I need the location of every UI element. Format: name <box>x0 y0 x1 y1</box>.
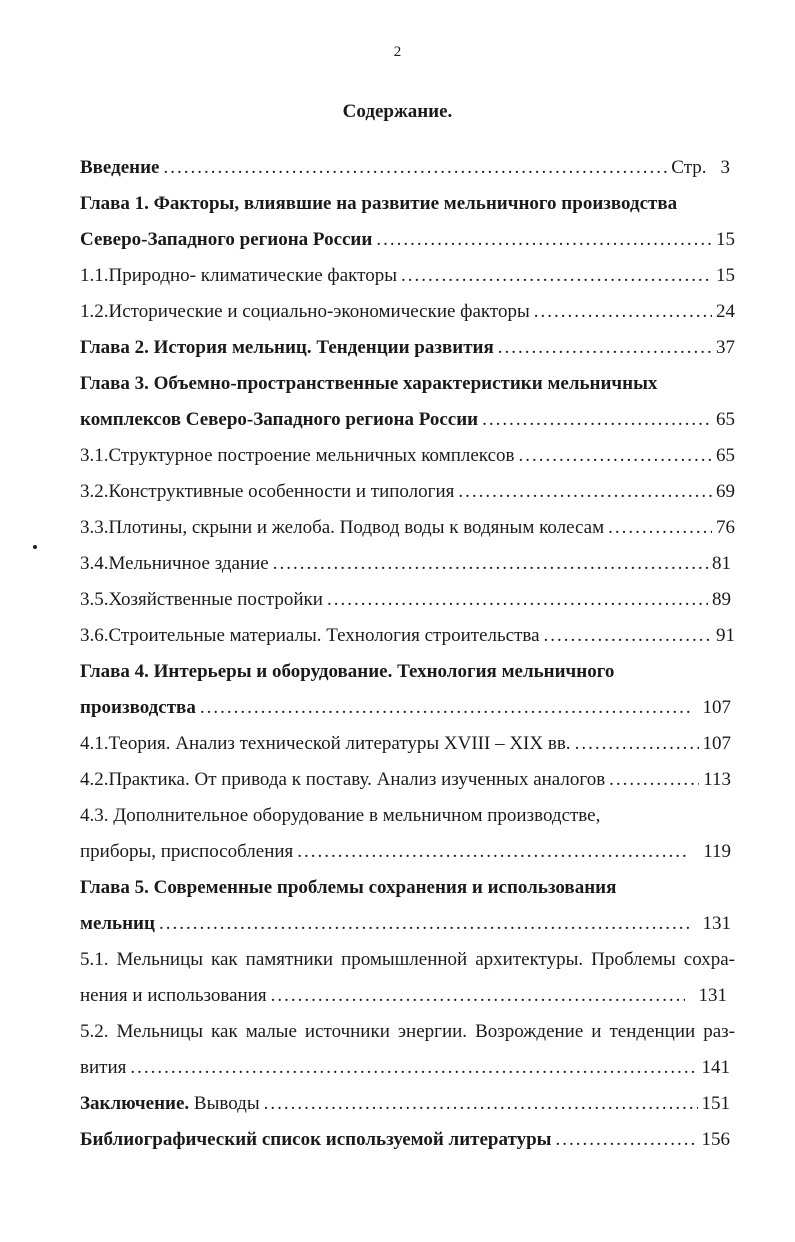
toc-entry-3-5 <box>80 586 731 614</box>
toc-section-5-2-line1: 5.2. Мельницы как малые источники энергии. Возрождение и тенденции раз- <box>80 1021 735 1042</box>
leader-dots <box>297 838 689 866</box>
toc-number: 3.1. <box>80 445 109 466</box>
toc-page: 151 <box>701 1093 730 1114</box>
toc-label: Структурное построение мельничных комплексов <box>108 445 515 466</box>
toc-page: 131 <box>702 913 731 934</box>
toc-section-5-1-line1: 5.1. Мельницы как памятники промышленной архитектуры. Проблемы сохра- <box>80 949 735 970</box>
toc-number: 4.1. <box>80 733 109 754</box>
toc-label: Библиографический список используемой литературы <box>80 1129 552 1150</box>
leader-dots <box>200 694 691 722</box>
page-number: 2 <box>393 44 402 60</box>
toc-number: 3.6. <box>80 625 109 646</box>
leader-dots <box>130 1054 697 1082</box>
toc-entry-bibliography <box>80 1126 730 1154</box>
toc-number: 1.2. <box>80 301 109 322</box>
toc-label: мельниц <box>80 913 155 934</box>
toc-entry-3-6 <box>80 622 735 650</box>
toc-page: 113 <box>703 769 731 790</box>
leader-dots <box>534 298 712 326</box>
toc-entry-4-2 <box>80 766 731 794</box>
toc-page: 81 <box>712 553 731 574</box>
toc-label: Введение <box>80 157 160 178</box>
toc-label-bold: Заключение. <box>80 1093 190 1114</box>
toc-page: 65 <box>716 409 735 430</box>
leader-dots <box>401 262 712 290</box>
toc-entry-1-2 <box>80 298 735 326</box>
toc-page: 15 <box>716 265 735 286</box>
toc-page: 37 <box>716 337 735 358</box>
leader-dots <box>498 334 712 362</box>
toc-label: Северо-Западного региона России <box>80 229 373 250</box>
leader-dots <box>544 622 712 650</box>
toc-page: 65 <box>716 445 735 466</box>
toc-label: Природно- климатические факторы <box>108 265 397 286</box>
toc-label: Конструктивные особенности и типология <box>108 481 455 502</box>
toc-page: 107 <box>702 697 731 718</box>
toc-entry-introduction <box>80 154 730 182</box>
toc-number: 3.5. <box>80 589 109 610</box>
leader-dots <box>458 478 712 506</box>
toc-entry-3-3 <box>80 514 735 542</box>
toc-page: 91 <box>716 625 735 646</box>
toc-page: 131 <box>698 985 727 1006</box>
toc-number: 3.3. <box>80 517 109 538</box>
leader-dots <box>518 442 712 470</box>
leader-dots <box>608 514 712 542</box>
toc-label: Исторические и социально-экономические факторы <box>108 301 530 322</box>
toc-section-4-3-line1: 4.3. Дополнительное оборудование в мельничном производстве, <box>80 805 601 826</box>
toc-label: вития <box>80 1057 127 1078</box>
toc-label: комплексов Северо-Западного региона России <box>80 409 479 430</box>
leader-dots <box>273 550 708 578</box>
toc-label: приборы, приспособления <box>80 841 294 862</box>
toc-label: Практика. От привода к поставу. Анализ изученных аналогов <box>108 769 606 790</box>
toc-chapter-4-line1: Глава 4. Интерьеры и оборудование. Технология мельничного <box>80 661 615 682</box>
toc-label: Строительные материалы. Технология строительства <box>108 625 540 646</box>
toc-label: Хозяйственные постройки <box>108 589 323 610</box>
toc-entry-4-3 <box>80 838 731 866</box>
toc-chapter-5-line1: Глава 5. Современные проблемы сохранения и использования <box>80 877 617 898</box>
leader-dots <box>482 406 712 434</box>
toc-entry-5-2 <box>80 1054 730 1082</box>
toc-entry-1-1 <box>80 262 735 290</box>
leader-dots <box>164 154 668 182</box>
toc-label: Мельничное здание <box>108 553 269 574</box>
toc-entry-chapter-2 <box>80 334 735 362</box>
toc-chapter-1-line1: Глава 1. Факторы, влиявшие на развитие мельничного производства <box>80 193 678 214</box>
toc-number: 4.2. <box>80 769 109 790</box>
toc-entry-chapter-4 <box>80 694 731 722</box>
toc-entry-chapter-3 <box>80 406 735 434</box>
leader-dots <box>327 586 708 614</box>
toc-page: 119 <box>703 841 731 862</box>
toc-label: Плотины, скрыни и желоба. Подвод воды к водяным колесам <box>108 517 605 538</box>
page-title: Содержание. <box>342 101 453 122</box>
toc-label: Глава 2. История мельниц. Тенденции развития <box>80 337 494 358</box>
toc-entry-chapter-1 <box>80 226 735 254</box>
toc-page: 24 <box>716 301 735 322</box>
toc-page: 141 <box>701 1057 730 1078</box>
toc-label: нения и использования <box>80 985 267 1006</box>
stray-mark <box>33 545 37 549</box>
leader-dots <box>609 766 699 794</box>
toc-label: Теория. Анализ технической литературы XVIII – XIX вв. <box>108 733 571 754</box>
toc-page: 69 <box>716 481 735 502</box>
leader-dots <box>159 910 689 938</box>
toc-entry-conclusion <box>80 1090 730 1118</box>
toc-entry-3-4 <box>80 550 731 578</box>
toc-entry-chapter-5 <box>80 910 731 938</box>
toc-entry-3-2 <box>80 478 735 506</box>
leader-dots <box>575 730 699 758</box>
toc-chapter-3-line1: Глава 3. Объемно-пространственные характеристики мельничных <box>80 373 658 394</box>
toc-number: 3.2. <box>80 481 109 502</box>
leader-dots <box>264 1090 698 1118</box>
leader-dots <box>376 226 712 254</box>
toc-label: производства <box>80 697 196 718</box>
toc-page: 76 <box>716 517 735 538</box>
toc-page: 89 <box>712 589 731 610</box>
leader-dots <box>555 1126 697 1154</box>
toc-entry-4-1 <box>80 730 731 758</box>
page-prefix: Стр. <box>671 157 707 178</box>
toc-entry-3-1 <box>80 442 735 470</box>
toc-label-rest: Выводы <box>189 1093 260 1114</box>
toc-page: 3 <box>720 157 730 178</box>
leader-dots <box>271 982 685 1010</box>
toc-number: 3.4. <box>80 553 109 574</box>
toc-number: 1.1. <box>80 265 109 286</box>
toc-entry-5-1 <box>80 982 727 1010</box>
toc-page: 156 <box>701 1129 730 1150</box>
toc-page: 107 <box>702 733 731 754</box>
toc-page: 15 <box>716 229 735 250</box>
